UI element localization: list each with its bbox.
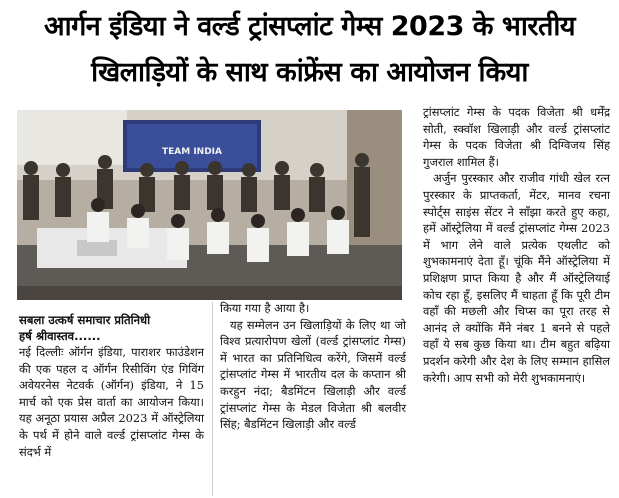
article-paragraph: नई दिल्लीः ऑर्गन इंडिया, पाराशर फाउंडेशन की एक पहल द ऑर्गन रिसीविंग एंड गिविंग अवेयरनेस नेटवर्क (ऑर्गन) इंडिया, ने 15 मार्च को एक प्रेस वार्ता का आयोजन किया। यह अनूठा प्रयास अप्रैल 2023 में ऑस्ट्रेलिया के पर्थ में होने वाले वर्ल्ड ट्रांसप्लांट गेम्स के संदर्भ में bbox=[19, 345, 204, 459]
group-photo-illustration bbox=[17, 110, 402, 300]
article-column-middle bbox=[220, 300, 406, 433]
article-paragraph: किया गया है आया है। bbox=[220, 301, 310, 315]
column-divider bbox=[212, 302, 213, 496]
article-paragraph: ट्रांसप्लांट गेम्स के पदक विजेता श्री धर्मेंद्र सोती, स्क्वॉश खिलाड़ी और वर्ल्ड ट्रांसप्लांट गेम्स के पदक विजेता श्री दिग्विजय सिंह गुजराल शामिल हैं। bbox=[423, 105, 610, 169]
byline-name: हर्ष श्रीवास्तव...... bbox=[19, 329, 101, 343]
article-paragraph: यह सम्मेलन उन खिलाड़ियों के लिए था जो विश्व प्रत्यारोपण खेलों (वर्ल्ड ट्रांसप्लांट गेम्स) में भारत का प्रतिनिधित्व करेंगे, जिसमें वर्ल्ड ट्रांसप्लांट गेम्स में भारतीय दल के कप्तान श्री करहुन नंदा; बैडमिंटन खिलाड़ी और वर्ल्ड ट्रांसप्लांट गेम्स के मेडल विजेता श्री बलवीर सिंह; बैडमिंटन खिलाड़ी और वर्ल्ड bbox=[220, 317, 406, 432]
headline-line-2: खिलाड़ियों के साथ कांफ्रेंस का आयोजन किया bbox=[91, 57, 528, 88]
article-column-right bbox=[423, 104, 610, 386]
article-column-left bbox=[19, 312, 204, 460]
banner-text: TEAM INDIA bbox=[161, 147, 223, 157]
article-paragraph: अर्जुन पुरस्कार और राजीव गांधी खेल रत्न पुरस्कार के प्राप्तकर्ता, मेंटर, मानव रचना स्पोर्ट्स साइंस सेंटर ने साँझा करते हुए कहा, हमें ऑस्ट्रेलिया में वर्ल्ड ट्रांसप्लांट गेम्स 2023 में भाग लेने वाले प्रत्येक एथलीट को शुभकामनाएं देता हूँ। चूंकि मैंने ऑस्ट्रेलिया में प्रशिक्षण प्राप्त किया है और मैं ऑस्ट्रेलियाई कोच रहा हूँ, इसलिए मैं चाहता हूँ कि पूरी टीम वहाँ की मछली और चिप्स का पूरा तरह से आनंद ले क्योंकि मैंने नंबर 1 बनने से पहले वहाँ ये सब कुछ किया था। टीम बहुत बढ़िया प्रदर्शन करेगी और देश के लिए सम्मान हासिल करेगी। आप सभी को मेरी शुभकामनाएं। bbox=[423, 171, 610, 385]
headline-line-1: आर्गन इंडिया ने वर्ल्ड ट्रांसप्लांट गेम्स 2023 के भारतीय bbox=[43, 11, 575, 42]
byline-reporter: सबला उत्कर्ष समाचार प्रतिनिधी bbox=[19, 313, 151, 327]
group-photo bbox=[17, 110, 402, 300]
